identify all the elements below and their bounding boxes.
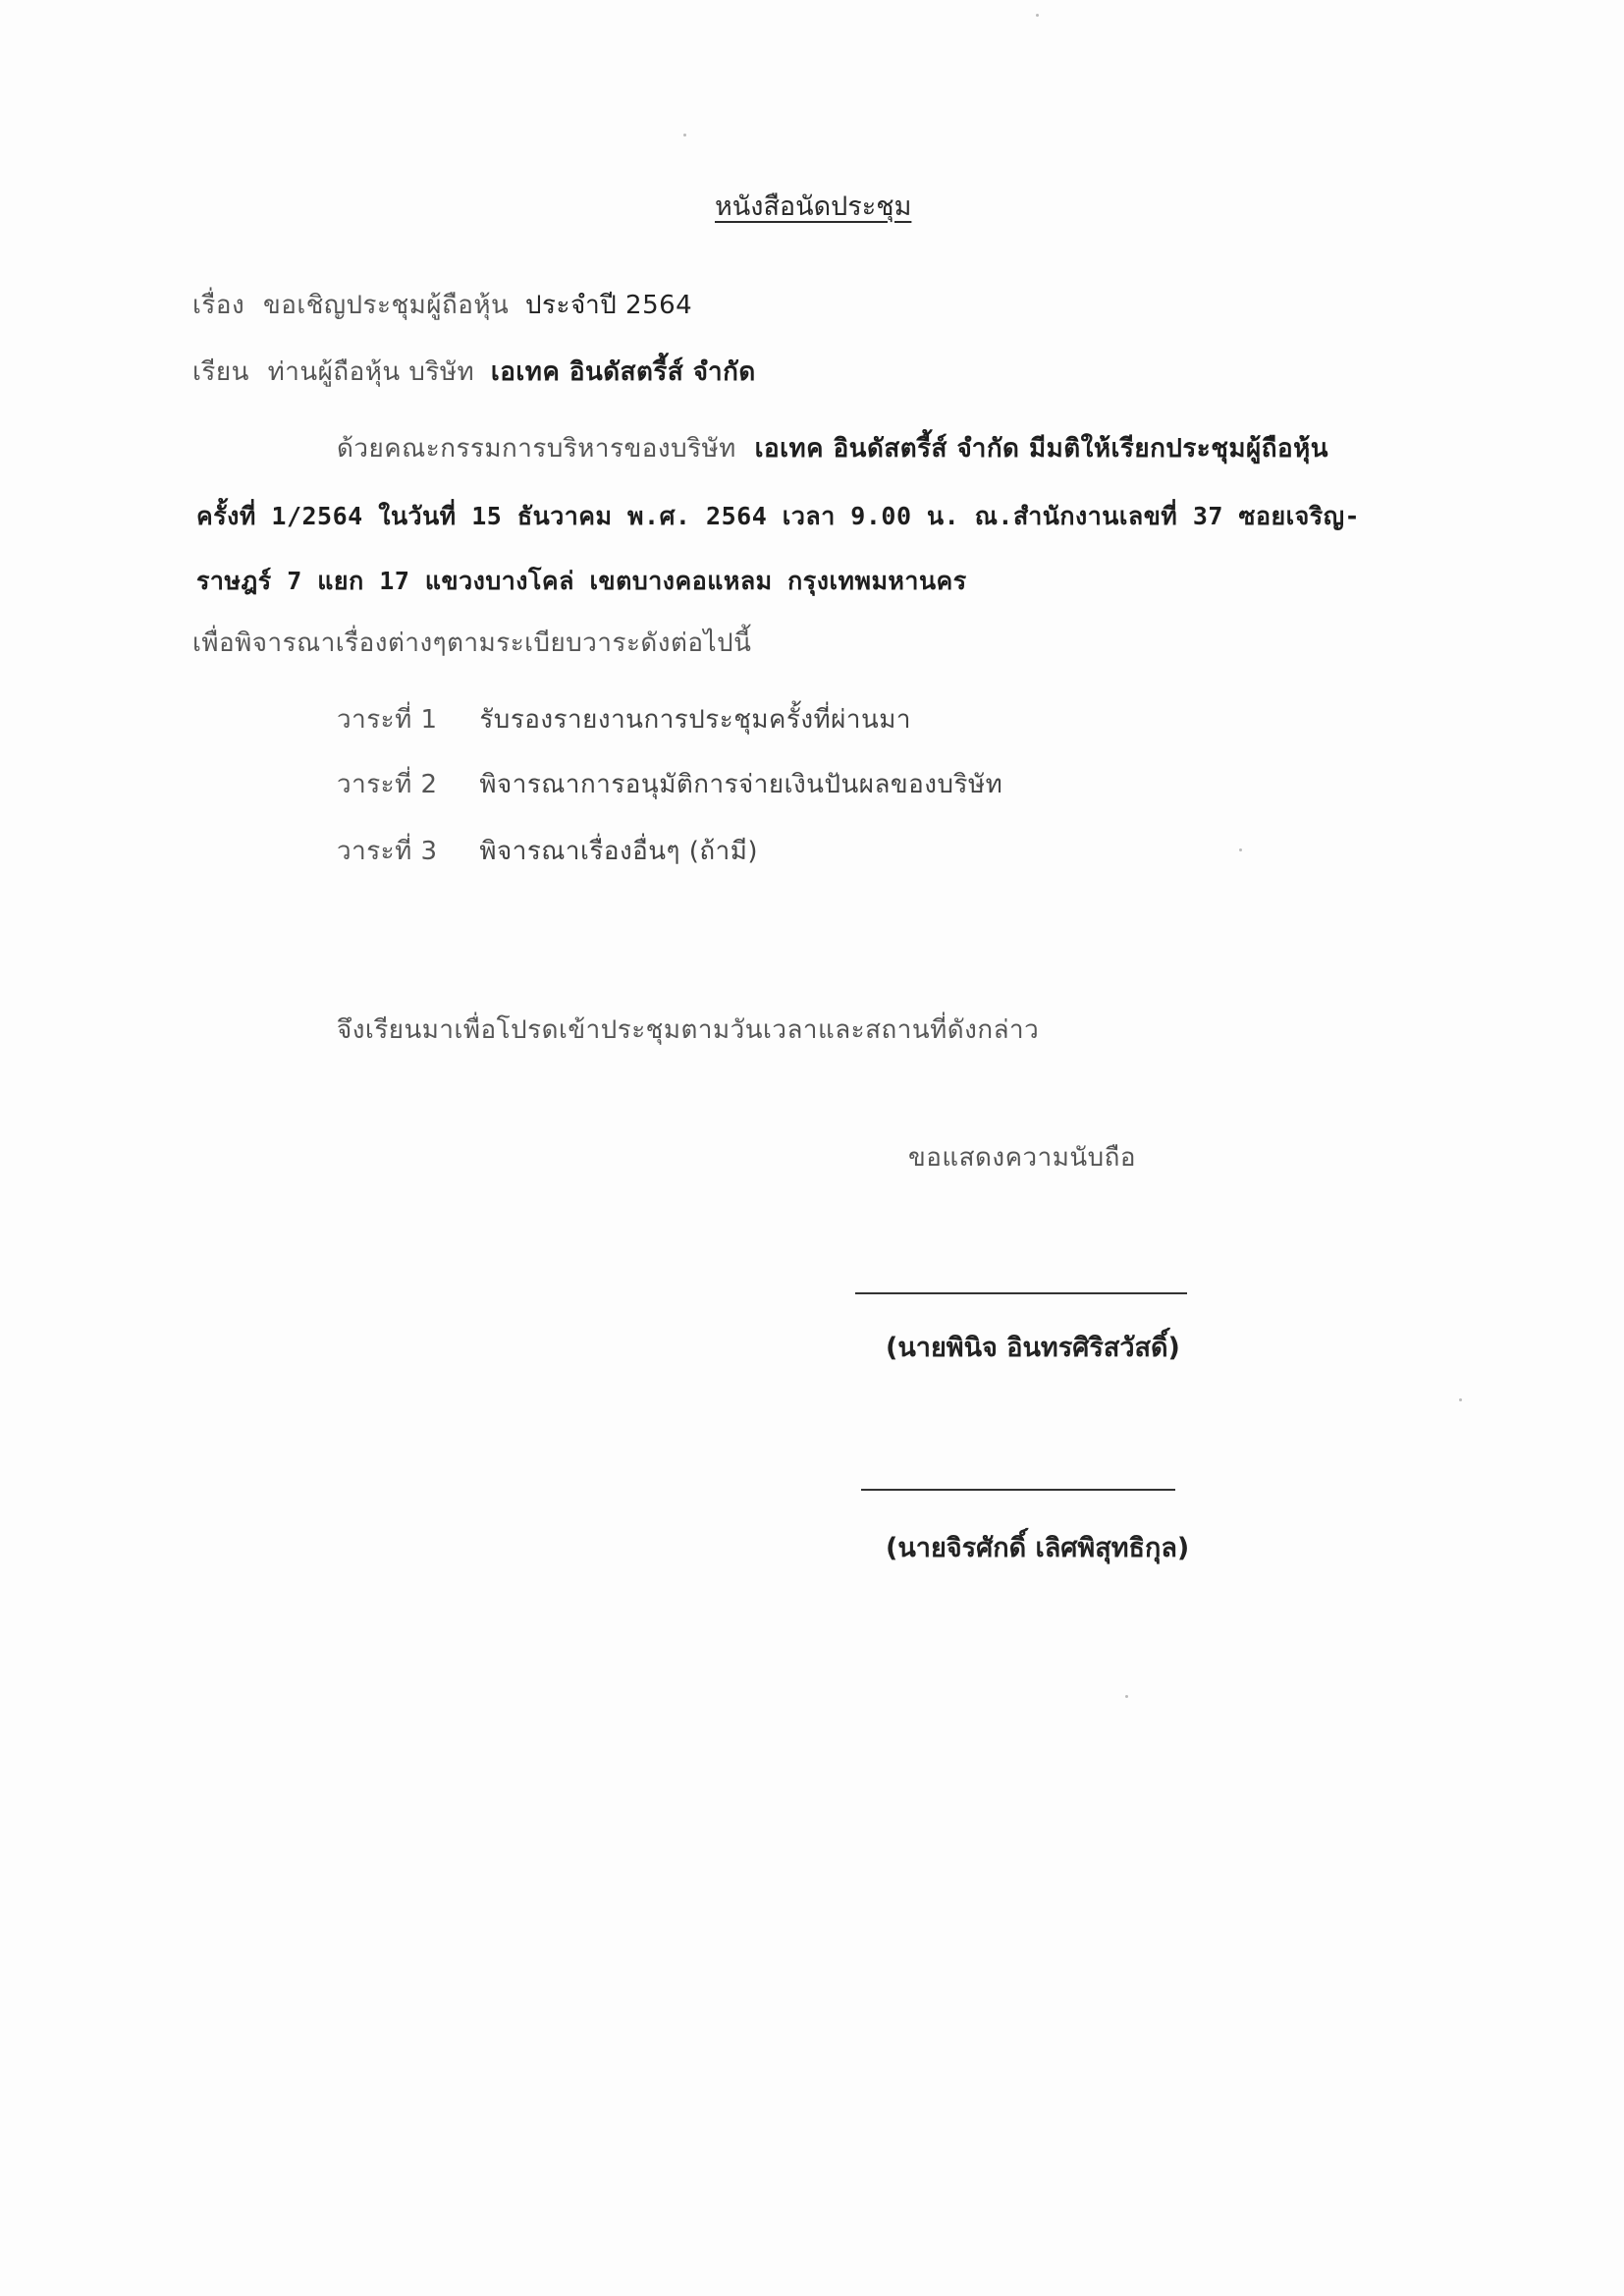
agenda-text: รับรองรายงานการประชุมครั้งที่ผ่านมา <box>479 705 912 735</box>
signatory-name: (นายพินิจ อินทรศิริสวัสดิ์) <box>886 1333 1180 1363</box>
subject-label: เรื่อง <box>192 291 245 320</box>
agenda-label: วาระที่ 3 <box>337 837 438 866</box>
body-line-3: ราษฎร์ 7 แยก 17 แขวงบางโคล่ เขตบางคอแหลม กรุงเทพมหานคร <box>196 567 967 595</box>
agenda-text: พิจารณาเรื่องอื่นๆ (ถ้ามี) <box>479 837 759 866</box>
signature-line <box>861 1489 1175 1491</box>
agenda-label: วาระที่ 1 <box>337 705 438 735</box>
agenda-text: พิจารณาการอนุมัติการจ่ายเงินปันผลของบริษัท <box>479 770 1003 799</box>
agenda-label: วาระที่ 2 <box>337 770 438 799</box>
scan-speck <box>1125 1695 1128 1698</box>
agenda-item <box>337 764 1002 804</box>
subject-year: ประจำปี 2564 <box>525 291 693 320</box>
closing-text: จึงเรียนมาเพื่อโปรดเข้าประชุมตามวันเวลาและสถานที่ดังกล่าว <box>337 1015 1040 1045</box>
to-text: ท่านผู้ถือหุ้น บริษัท <box>267 357 475 387</box>
to-company: เอเทค อินดัสตรี้ส์ จำกัด <box>490 357 756 387</box>
scan-speck <box>1239 848 1242 851</box>
signature-line <box>855 1292 1187 1294</box>
to-label: เรียน <box>192 357 249 387</box>
body-line-2: ครั้งที่ 1/2564 ในวันที่ 15 ธันวาคม พ.ศ. 2564 เวลา 9.00 น. ณ.สำนักงานเลขที่ 37 ซอยเจริญ- <box>196 502 1361 530</box>
body-line-1 <box>337 428 1328 468</box>
document-title: หนังสือนัดประชุม <box>715 191 912 222</box>
regards-text: ขอแสดงความนับถือ <box>908 1143 1136 1173</box>
subject-text: ขอเชิญประชุมผู้ถือหุ้น <box>262 291 510 320</box>
agenda-item <box>337 831 758 871</box>
signatory-name: (นายจิรศักดิ์ เลิศพิสุทธิกุล) <box>886 1533 1190 1563</box>
body-line1-bold: เอเทค อินดัสตรี้ส์ จำกัด มีมติให้เรียกประชุมผู้ถือหุ้น <box>754 434 1329 464</box>
scan-speck <box>683 134 686 137</box>
scan-speck <box>1036 14 1039 17</box>
subject-line <box>192 285 692 325</box>
body-line-4: เพื่อพิจารณาเรื่องต่างๆตามระเบียบวาระดังต่อไปนี้ <box>192 629 752 658</box>
scan-speck <box>1459 1398 1462 1401</box>
to-line <box>192 352 756 392</box>
body-line1-prefix: ด้วยคณะกรรมการบริหารของบริษัท <box>337 434 736 464</box>
agenda-item <box>337 699 911 739</box>
